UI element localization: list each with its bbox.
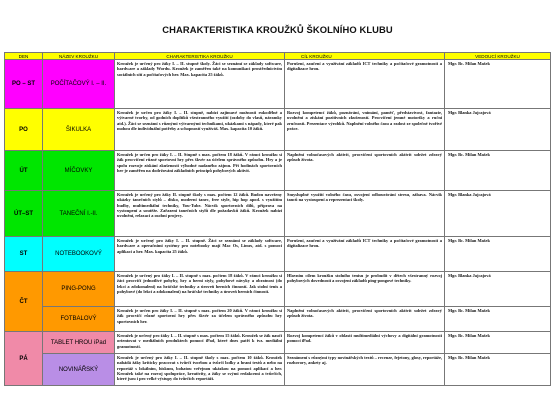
club-goal: Hlavním cílem kroužku stolního tenisu je probudit v dětech všestranný rozvoj pohybových dovedností a osvojení základů ping-pongové techniky. bbox=[285, 272, 445, 307]
club-teacher: Mgr. Blanka Jajcajová bbox=[445, 109, 551, 151]
table-row bbox=[5, 307, 551, 332]
club-name: TABLET HROU iPad bbox=[43, 332, 115, 354]
club-name: NOTEBOOKOVÝ bbox=[43, 237, 115, 272]
header-row bbox=[5, 53, 551, 60]
club-name: MÍČOVKY bbox=[43, 151, 115, 191]
club-teacher: Mgr. Bc. Milan Mašek bbox=[445, 332, 551, 354]
club-teacher: Mgr. Bc. Milan Mašek bbox=[445, 354, 551, 386]
club-goal: Porušení, zaučení a využívání základů ICT techniky a počítačové gramotnosti a digitalizace hrou. bbox=[285, 237, 445, 272]
club-goal: Naplnění volnočasových aktivit, procvičení sportovních aktivit udržet zdravý způsob života. bbox=[285, 307, 445, 332]
club-characteristic: Kroužek je určen pro žáky I. – II. stupně, nabízí zajímavé možnosti rukodělné a výtvarné tvorby, od godních doplňků všestranného využití (ozdoby do vlasů, náramky atd.). Žáci se seznámí s různými výtvarnými technikami, ukázkami s nápady, které pak mohou dle individuální potřeby a schopností využíváš. Max. kapacita 10 žáků. bbox=[115, 109, 285, 151]
club-goal: Rozvoj kompetencí žáků v oblasti multimediální výchovy a digitální gramotnosti pomocí iPad. bbox=[285, 332, 445, 354]
page-title: CHARAKTERISTIKA KROUŽKŮ ŠKOLNÍHO KLUBU bbox=[162, 24, 393, 35]
day-cell: ST bbox=[5, 237, 43, 272]
club-name: POČÍTAČOVÝ I. – II. bbox=[43, 60, 115, 109]
table-row bbox=[5, 109, 551, 151]
table-row bbox=[5, 272, 551, 307]
table-row bbox=[5, 191, 551, 237]
day-cell: ÚT–ST bbox=[5, 191, 43, 237]
day-cell: PO bbox=[5, 109, 43, 151]
table-row bbox=[5, 332, 551, 354]
club-name: FOTBALOVÝ bbox=[43, 307, 115, 332]
club-table bbox=[4, 52, 551, 386]
table-row bbox=[5, 60, 551, 109]
day-cell: ÚT bbox=[5, 151, 43, 191]
club-characteristic: Kroužek je určen pro žáky I. – II. stupně s max. počtem 20 žáků. V rámci kroužku si žák procvičí různé sportovní hry přes škvér za účelem správného způsobu hry sportovních her. bbox=[115, 307, 285, 332]
header-charakteristika: CHARAKTERISTIKA KROUŽKU bbox=[115, 53, 285, 60]
club-teacher: Mgr. Blanka Jajcajová bbox=[445, 272, 551, 307]
club-teacher: Mgr. Bc. Milan Mašek bbox=[445, 151, 551, 191]
club-name: PING-PONG bbox=[43, 272, 115, 307]
club-name: NOVINÁŘSKÝ bbox=[43, 354, 115, 386]
club-goal: Porušení, zaučení a využívání základů ICT techniky a počítačové gramotnosti a digitalizace hrou. bbox=[285, 60, 445, 109]
header-vedouci: VEDOUCÍ KROUŽKU bbox=[445, 53, 551, 60]
club-characteristic: Kroužek je určený pro žáky I. – II. stupně s max. počtem 15 žáků. Kroužek se žák naučí orientovat v mediálních produktech pomocí iPad, které dnes patří k tvz. mediální gramotnosti. bbox=[115, 332, 285, 354]
club-goal: Smysluplné využití volného času, osvojení odbourávání stresu, zábava. Nácvik tanců na vystoupení a reprezentaci školy. bbox=[285, 191, 445, 237]
club-teacher: Mgr. Bc. Milan Mašek bbox=[445, 237, 551, 272]
club-name: TANEČNÍ I.-II. bbox=[43, 191, 115, 237]
table-row bbox=[5, 354, 551, 386]
day-cell: ČT bbox=[5, 272, 43, 332]
day-cell: PÁ bbox=[5, 332, 43, 386]
club-characteristic: Kroužek je určený pro žáky I. – II. stupně školy s max. počtem 10 žáků. Kroužek nabádá žáky kriticky pracovat s tvůrčí tvorbou a tvůrčí lodky a hraní textů a nebo na reportáž s lokálním, hiskum, bohatou veřejnou ukázkou na pomoci aplikací a her. Kroužek také na rozvoj spolupráce, kreativity, a žáky se svými redakcemi a tvůrčích, které jsou i pro velké výstupy do tvůrčích reportáží. bbox=[115, 354, 285, 386]
club-name: ŠIKULKA bbox=[43, 109, 115, 151]
club-teacher: Mgr. Bc. Milan Mašek bbox=[445, 60, 551, 109]
table-row bbox=[5, 237, 551, 272]
club-goal: Seznámení s různými typy novinářských textů – recenze, fejetony, glosy, reportáže, rozhovory, ankety aj. bbox=[285, 354, 445, 386]
club-characteristic: Kroužek je určen pro žáky I. – II. Stupně s max. počtem 18 žáků. V rámci kroužku si žák procvičení různé sportovní hry přes škvér za účelem správného způsobu. Hry a je spolu rozvoje získání zkušenosti výhodné nadaného zájmu. Při hodinách sportovních her je zaměřen na dodržování základních principů pohybových aktivit. bbox=[115, 151, 285, 191]
club-teacher: Mgr. Bc. Milan Mašek bbox=[445, 307, 551, 332]
club-goal: Naplnění volnočasových aktivit, procvičení sportovních aktivit udržet zdravý způsob života. bbox=[285, 151, 445, 191]
club-characteristic: Kroužek je určený pro žáky I. – II. stupně školy. Žáci se seznámí se základy software, hardware a základy Wordu. Kroužek je zaměřen také na komunikaci prostřednictvím sociálních sítí a počítačových her. Max. kapacita 25 žáků. bbox=[115, 60, 285, 109]
club-teacher: Mgr. Blanka Jajcajová bbox=[445, 191, 551, 237]
table-row bbox=[5, 151, 551, 191]
club-characteristic: Kroužek je určený pro žáky II. stupně školy s max. počtem 12 žáků. Budou navrženy ukázky tanečních stylů – disko, moderní tanec, free style, hip hop apod. s využitím hudby, multimediální techniky, You-Tube. Nácvik sportovních dílů, příprava na vystoupení a soutěže. Zařazení tanečních stylů dle požadavků žáků. Kroužek nabízí uvolnění, relaxaci a osobní projevy. bbox=[115, 191, 285, 237]
header-nazev: NÁZEV KROUŽKU bbox=[43, 53, 115, 60]
club-goal: Rozvoj kompetencí žáků, poznávání, vnímání, paměť, představivost, fantazie, uvolnění a získání pozitivních zkušeností. Procvičení jemné motoriky a ruční zručnosti. Prezentace výrobků. Naplnění volného času a radost ze společné tvořivé práce. bbox=[285, 109, 445, 151]
header-den: DEN bbox=[5, 53, 43, 60]
header-cil: CÍL KROUŽKU bbox=[285, 53, 445, 60]
day-cell: PO – ST bbox=[5, 60, 43, 109]
club-characteristic: Kroužek je určený pro žáky I. – II. stupně s max. počtem 18 žáků. V rámci kroužku si žáci procvičí jednotlivé pohyby, hry a herní styly, pohybové návyky a obratnost (do lekcí a zdokonalení) na hráčské techniky a úroveň herních činností. Jak stolní tenis a pohybové (do lekcí a zdokonalení) na hráčské techniky a úroveň herních činností. bbox=[115, 272, 285, 307]
club-characteristic: Kroužek je určený pro žáky I. – II. stupně. Žáci se seznámí se základy software, hardware a operačními systémy pro notebooky mají Mac Os, Linux, atd. s pomocí aplikací a her. Max. kapacita 25 žáků. bbox=[115, 237, 285, 272]
